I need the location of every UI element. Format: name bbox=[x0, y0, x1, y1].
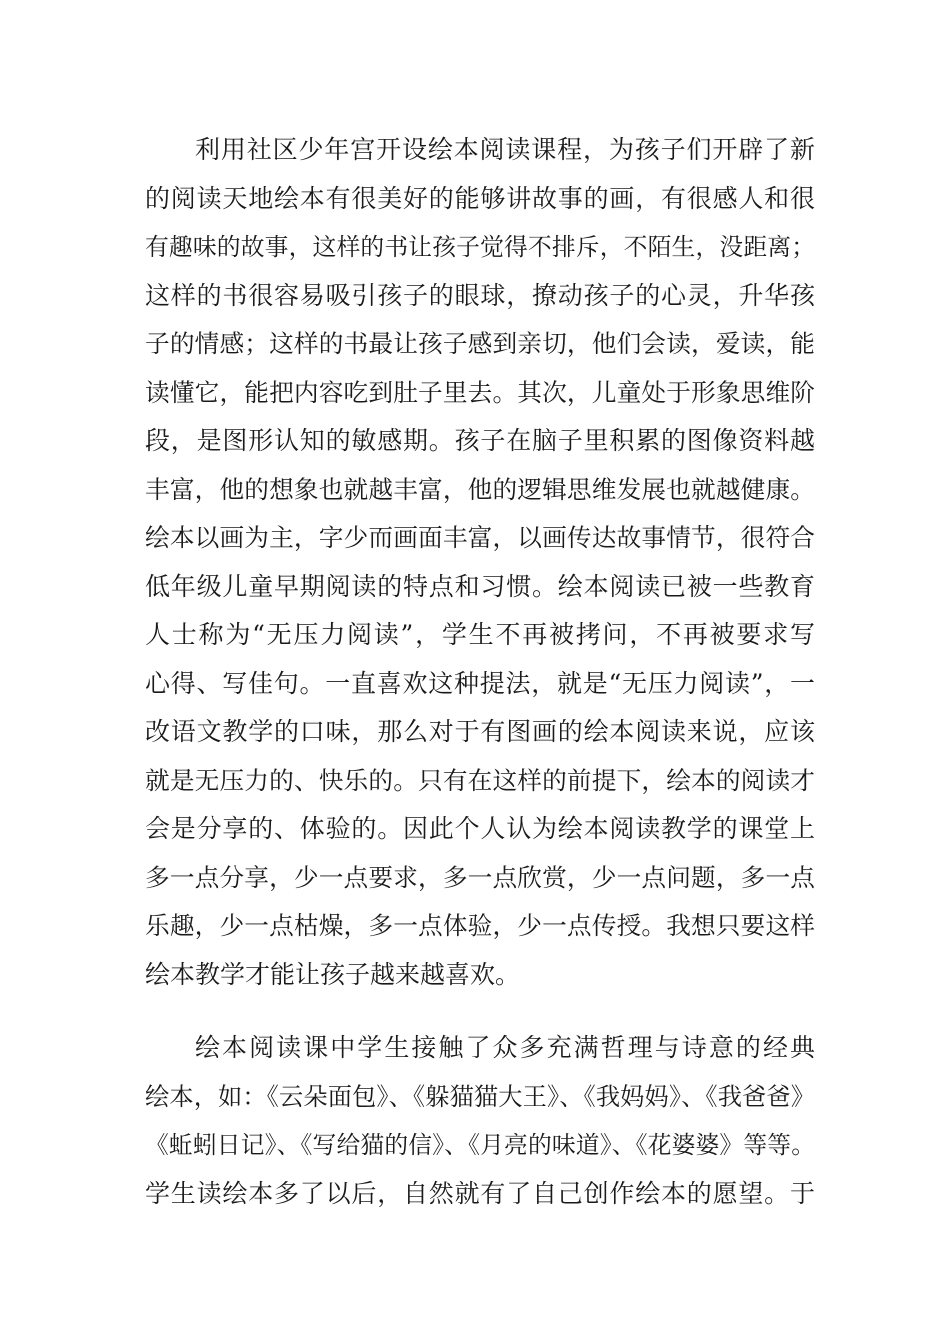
text-line: 这样的书很容易吸引孩子的眼球，撩动孩子的心灵，升华孩 bbox=[145, 280, 815, 310]
text-line: 读懂它，能把内容吃到肚子里去。其次，儿童处于形象思维阶 bbox=[145, 377, 815, 407]
text-line: 心得、写佳句。一直喜欢这种提法，就是“无压力阅读”，一 bbox=[145, 668, 815, 698]
text-line: 乐趣，少一点枯燥，多一点体验，少一点传授。我想只要这样 bbox=[145, 911, 815, 940]
text-line: 《蚯蚓日记》、《写给猫的信》、《月亮的味道》、《花婆婆》等等。 bbox=[145, 1131, 815, 1159]
text-line: 绘本以画为主，字少而画面丰富，以画传达故事情节，很符合 bbox=[145, 523, 815, 552]
text-line: 利用社区少年宫开设绘本阅读课程，为孩子们开辟了新 bbox=[195, 135, 815, 164]
text-line: 丰富，他的想象也就越丰富，他的逻辑思维发展也就越健康。 bbox=[145, 474, 815, 504]
text-line: 段，是图形认知的敏感期。孩子在脑子里积累的图像资料越 bbox=[145, 426, 815, 455]
paragraph-2 bbox=[145, 1024, 815, 1218]
text-line: 绘本教学才能让孩子越来越喜欢。 bbox=[145, 959, 521, 989]
text-line: 的阅读天地绘本有很美好的能够讲故事的画，有很感人和很 bbox=[145, 183, 815, 213]
text-line: 人士称为“无压力阅读”，学生不再被拷问，不再被要求写 bbox=[145, 620, 815, 649]
text-line: 多一点分享，少一点要求，多一点欣赏，少一点问题，多一点 bbox=[145, 862, 815, 892]
text-line: 改语文教学的口味，那么对于有图画的绘本阅读来说，应该 bbox=[145, 717, 815, 746]
text-line: 有趣味的故事，这样的书让孩子觉得不排斥，不陌生，没距离； bbox=[145, 233, 815, 261]
paragraph-1 bbox=[145, 126, 815, 999]
text-line: 绘本，如：《云朵面包》、《躲猫猫大王》、《我妈妈》、《我爸爸》 bbox=[145, 1081, 815, 1111]
text-line: 会是分享的、体验的。因此个人认为绘本阅读教学的课堂上 bbox=[145, 814, 815, 843]
text-line: 就是无压力的、快乐的。只有在这样的前提下，绘本的阅读才 bbox=[145, 765, 815, 795]
text-line: 学生读绘本多了以后，自然就有了自己创作绘本的愿望。于 bbox=[145, 1178, 815, 1208]
text-line: 绘本阅读课中学生接触了众多充满哲理与诗意的经典 bbox=[195, 1033, 815, 1062]
text-line: 子的情感；这样的书最让孩子感到亲切，他们会读，爱读，能 bbox=[145, 329, 815, 358]
text-line: 低年级儿童早期阅读的特点和习惯。绘本阅读已被一些教育 bbox=[145, 571, 815, 601]
